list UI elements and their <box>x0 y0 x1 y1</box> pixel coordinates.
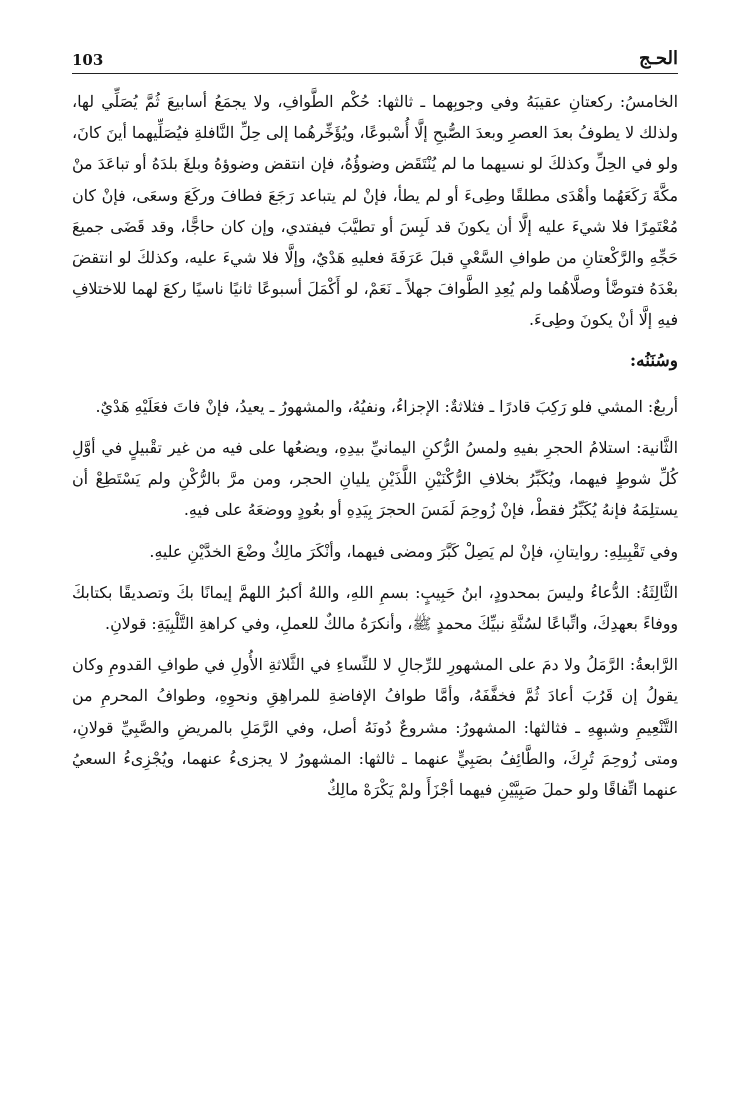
paragraph-first-sunnah: أربعٌ: المشي فلو رَكِبَ قادرًا ـ فثلاثةٌ: الإجزاءُ، ونفيُهُ، والمشهورُ ـ يعيدُ، فإنْ فاتَ فعَلَيْهِ هَدْيٌ. <box>95 396 678 416</box>
paragraph-fourth-sunnah: الرَّابعةُ: الرَّمَلُ ولا دمَ على المشهورِ للرِّجالِ لا للنِّساءِ في الثَّلاثةِ الأُولِ في طوافِ القدومِ وكان يقولُ إن قَرُبَ أعادَ ثُمَّ فخفَّفَهُ، وأمَّا طوافُ الإفاضةِ للمراهِقِ ونحوِهِ، وطوافُ المحرمِ من التَّنْعِيمِ وشبهِهِ ـ فثالثها: المشهورُ: مشروعٌ دُونَهُ أصل، وفي الرَّمَلِ بالمريضِ والصَّبِيِّ قولانِ، ومتى زُوحِمَ تُرِكَ، والطَّائِفُ بصَبِيٍّ عنهما ـ ثالثها: المشهورُ لا يجزىءُ عنهما، ويُجْزِىءُ السعيُ عنهما اتِّفاقًا ولو حملَ صَبِيَّيْنِ فيهما أجْزَأَ ولمْ يَكْرَهْ مالِكٌ <box>72 655 678 800</box>
section-heading-sunan: وسُنَنُه: <box>629 350 678 371</box>
paragraph-second-sunnah: الثَّانية: استلامُ الحجرِ بفيهِ ولمسُ الرُّكنِ اليمانيِّ بيدِهِ، ويضعُها على فيه من غير تقْبيلٍ في أوَّلِ كُلِّ شوطٍ فيهما، ويُكَبِّرُ بخلافِ الرُّكْنَيْنِ اللَّذَيْنِ يليانِ الحجر، ومن مرَّ بالرُّكْنِ ولم يَسْتَطِعْ أن يستلِمَهُ فإنهُ يُكَبِّرُ فقطْ، فإنْ زُوحِمَ لَمَسَ الحجرَ بِيَدِهِ أو بعُودٍ ووضعَهُ على فيهِ. <box>72 438 678 520</box>
paragraph-third-sunnah: الثَّالِثَةُ: الدُّعاءُ وليسَ بمحدودٍ، ابنُ حَبِيبٍ: بسمِ اللهِ، واللهُ أكبرُ اللهمَّ إيمانًا بكَ وتصديقًا بكتابكَ ووفاءً بعهدِكَ، واتِّباعًا لسُنَّةِ نبيِّكَ محمدٍ ﷺ، وأنكرَهُ مالكٌ للعملِ، وفي كراهةِ التَّلْبِيَةِ: قولانِ. <box>72 582 678 634</box>
page-number: 103 <box>72 51 104 69</box>
paragraph-fifth: الخامسُ: ركعتانِ عقيبَهُ وفي وجوبِهما ـ ثالثها: حُكْم الطَّوافِ، ولا يجمَعُ أسابيعَ ثُمَّ يُصَلِّي لها، ولذلك لا يطوفُ بعدَ العصرِ وبعدَ الصُّبحِ إلَّا أُسْبوعًا، ويُؤَخِّرهُما إلى حِلِّ النَّافلةِ فيُصَلِّيهما أينَ كانَ، ولو في الحِلِّ وكذلكَ لو نسيهما ما لم يُنْتَقَض وضوؤُهُ، فإن انتقض وضوؤهُ وبلغَ بلدَهُ أو تباعَدَ منْ مكَّةَ رَكَعَهُما وأهْدَى مطلقًا وطِىءَ أو لم يطأ، فإنْ لم يتباعد رَجَعَ فطافَ وركَعَ وسعَى، فإنْ كان مُعْتَمِرًا فلا شيءَ عليه إلَّا أن يكونَ قد لَبِسَ أو تطيَّبَ فيفتدي، وإن كان حاجًّا، وقد قَضَى جميعَ حَجِّهِ والرَّكْعتانِ من طوافِ السَّعْيِ قبلَ عَرَفَةَ فعليهِ هَدْيٌ، وإلَّا فلا شيءَ عليه، وكذلكَ لو انتقضَ بعْدَهُ فتوضَّأ وصلَّاهُما ولم يُعِدِ الطَّوافَ جهلاً ـ نَعَمْ، لو أَكْمَلَ أسبوعًا ثانيًا ناسيًا ركعَ لهما للاختلافِ فيهِ إلَّا أنْ يكونَ وطِىءَ. <box>72 92 678 330</box>
page-header <box>72 40 678 74</box>
page-body <box>72 86 678 1080</box>
paragraph-kissing: وفي تَقْبِيلِهِ: روايتانِ، فإنْ لم يَصِلْ كَبَّرَ ومضى فيهما، وأنْكَرَ مالِكٌ وضْعَ الخدَّيْنِ عليهِ. <box>149 541 678 561</box>
running-title: الحـج <box>639 48 678 69</box>
